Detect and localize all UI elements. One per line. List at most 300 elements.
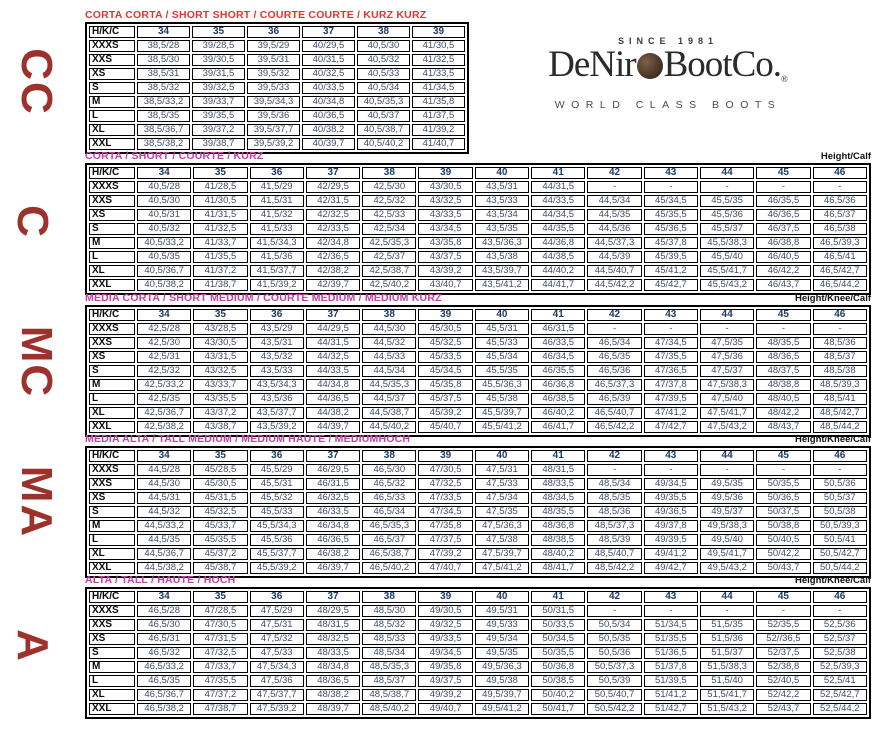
size-cell: 48/34,8 — [306, 661, 360, 673]
size-cell: 42/36,5 — [306, 251, 360, 263]
size-cell: 42/34,8 — [306, 237, 360, 249]
size-cell: 42,5/33 — [362, 209, 416, 221]
size-cell: 44/40,2 — [531, 265, 585, 277]
column-header-36: 36 — [250, 309, 304, 321]
size-cell: 47/37,2 — [193, 689, 247, 701]
size-cell: 42/33,5 — [306, 223, 360, 235]
size-cell: 46,5/39,3 — [813, 237, 867, 249]
size-cell: 40/39,7 — [302, 138, 355, 150]
size-cell: 40,5/33 — [357, 68, 410, 80]
column-header-38: 38 — [362, 167, 416, 179]
size-table-media-corta — [85, 291, 871, 437]
size-cell: 48/33,5 — [306, 647, 360, 659]
size-cell: 50/43,7 — [756, 562, 810, 574]
size-cell: 52/37,5 — [756, 647, 810, 659]
row-label: M — [89, 520, 135, 532]
size-cell: 50,5/42,2 — [587, 703, 641, 715]
size-cell: 45/36,5 — [644, 223, 698, 235]
size-cell: 44,5/33 — [362, 351, 416, 363]
column-header-46: 46 — [813, 591, 867, 603]
size-cell: 52,5/37 — [813, 633, 867, 645]
size-cell: 47,5/33 — [250, 647, 304, 659]
size-cell: 39,5/39,2 — [247, 138, 300, 150]
size-cell: 40/38,2 — [302, 124, 355, 136]
size-cell: 47/28,5 — [193, 605, 247, 617]
size-cell: 44/36,5 — [306, 393, 360, 405]
size-cell: 46,5/37,3 — [587, 379, 641, 391]
size-cell: - — [756, 464, 810, 476]
size-cell: 39/37,2 — [192, 124, 245, 136]
size-cell: 47,5/39,7 — [475, 548, 529, 560]
size-cell: 47,5/35 — [475, 506, 529, 518]
size-cell: 46,5/34 — [587, 337, 641, 349]
size-cell: 49,5/43,2 — [700, 562, 754, 574]
size-cell: 50/40,2 — [531, 689, 585, 701]
size-grid-corta — [85, 163, 871, 295]
row-label: M — [89, 237, 135, 249]
size-cell: 45,5/32 — [250, 492, 304, 504]
size-cell: 49/35,5 — [644, 492, 698, 504]
table-row-xl — [89, 689, 867, 701]
column-header-34: 34 — [137, 591, 191, 603]
size-cell: 50,5/42,7 — [813, 548, 867, 560]
size-cell: 39/32,5 — [192, 82, 245, 94]
row-label: XXS — [89, 195, 135, 207]
measure-label-media-corta: Height/Knee/Calf — [794, 293, 871, 304]
size-cell: 44/38,2 — [306, 407, 360, 419]
size-cell: 49/36,5 — [644, 506, 698, 518]
size-cell: 41/37,2 — [193, 265, 247, 277]
size-cell: 46/29,5 — [306, 464, 360, 476]
row-label: XXL — [89, 421, 135, 433]
size-cell: 49/40,7 — [418, 703, 472, 715]
size-cell: 43,5/29 — [250, 323, 304, 335]
size-cell: 46,5/33 — [362, 492, 416, 504]
size-cell: 46,5/33,2 — [137, 661, 191, 673]
size-cell: 47,5/39,2 — [250, 703, 304, 715]
size-cell: 42,5/31 — [137, 351, 191, 363]
size-cell: 44/33,5 — [531, 195, 585, 207]
size-cell: 47/35,5 — [644, 351, 698, 363]
size-cell: 41/35,5 — [193, 251, 247, 263]
column-header-41: 41 — [531, 167, 585, 179]
size-cell: 46/34,8 — [306, 520, 360, 532]
size-cell: 45,5/38 — [475, 393, 529, 405]
size-cell: 49,5/31 — [475, 605, 529, 617]
column-header-41: 41 — [531, 591, 585, 603]
size-cell: 50/36,8 — [531, 661, 585, 673]
row-label: XL — [89, 265, 135, 277]
column-header-43: 43 — [644, 591, 698, 603]
size-cell: 42,5/35,3 — [362, 237, 416, 249]
size-cell: 44/41,7 — [531, 279, 585, 291]
size-cell: 46/36,5 — [756, 209, 810, 221]
row-label: XXL — [89, 562, 135, 574]
size-grid-alta — [85, 587, 871, 719]
row-label: XS — [89, 492, 135, 504]
size-cell: 47,5/37 — [700, 365, 754, 377]
size-cell: - — [587, 181, 641, 193]
side-label-media-corta: MC — [12, 325, 61, 399]
row-label: XXXS — [89, 464, 135, 476]
size-cell: 50,5/40,7 — [587, 689, 641, 701]
size-cell: 44/32,5 — [306, 351, 360, 363]
table-row-s — [89, 82, 465, 94]
size-cell: 45/28,5 — [193, 464, 247, 476]
size-cell: 46,5/40,7 — [587, 407, 641, 419]
size-cell: 47/32,5 — [193, 647, 247, 659]
size-cell: 39/28,5 — [192, 40, 245, 52]
size-cell: 41/33,7 — [193, 237, 247, 249]
size-cell: 38,5/32 — [137, 82, 190, 94]
size-cell: 46,5/30 — [137, 619, 191, 631]
size-cell: 39/33,7 — [192, 96, 245, 108]
size-cell: 48,5/42,7 — [813, 407, 867, 419]
table-row-s — [89, 365, 867, 377]
table-row-xl — [89, 407, 867, 419]
size-cell: 45,5/33 — [250, 506, 304, 518]
size-cell: 46/35,5 — [756, 195, 810, 207]
table-row-xs — [89, 68, 465, 80]
size-cell: 44/31,5 — [531, 181, 585, 193]
size-cell: 43/34,5 — [418, 223, 472, 235]
size-cell: 48,5/35,3 — [362, 661, 416, 673]
size-cell: 40,5/30 — [357, 40, 410, 52]
corner-header: H/K/C — [89, 309, 135, 321]
column-header-42: 42 — [587, 591, 641, 603]
size-cell: - — [700, 323, 754, 335]
size-cell: 40,5/34 — [357, 82, 410, 94]
row-label: XS — [89, 209, 135, 221]
size-cell: 47,5/37,7 — [250, 689, 304, 701]
size-cell: 49/30,5 — [418, 605, 472, 617]
size-cell: 46,5/28 — [137, 605, 191, 617]
row-label: S — [89, 365, 135, 377]
column-header-45: 45 — [756, 309, 810, 321]
size-cell: 47/32,5 — [418, 478, 472, 490]
size-cell: 51,5/36 — [700, 633, 754, 645]
size-cell: 49,5/35 — [475, 647, 529, 659]
size-cell: 41,5/32 — [250, 209, 304, 221]
size-cell: 40,5/36,7 — [137, 265, 191, 277]
size-cell: 52,5/41 — [813, 675, 867, 687]
size-cell: 44,5/37,3 — [587, 237, 641, 249]
table-row-s — [89, 506, 867, 518]
logo-name-right: BootCo. — [663, 44, 781, 85]
size-cell: 42/29,5 — [306, 181, 360, 193]
row-label: XL — [89, 548, 135, 560]
size-cell: 41/35,8 — [412, 96, 465, 108]
size-cell: 48/43,7 — [756, 421, 810, 433]
size-cell: 43/35,5 — [193, 393, 247, 405]
size-cell: 43,5/36 — [250, 393, 304, 405]
row-label: XXS — [89, 619, 135, 631]
column-header-34: 34 — [137, 26, 190, 38]
size-cell: 44,5/36 — [587, 223, 641, 235]
size-cell: 44/38,5 — [531, 251, 585, 263]
column-header-38: 38 — [357, 26, 410, 38]
size-cell: 43,5/31 — [250, 337, 304, 349]
size-cell: 52/40,5 — [756, 675, 810, 687]
logo-tagline: WORLD CLASS BOOTS — [554, 99, 782, 111]
column-header-46: 46 — [813, 450, 867, 462]
column-header-40: 40 — [475, 309, 529, 321]
size-cell: 41/31,5 — [193, 209, 247, 221]
size-cell: 40,5/32 — [137, 223, 191, 235]
column-header-34: 34 — [137, 450, 191, 462]
column-header-43: 43 — [644, 167, 698, 179]
size-cell: 45/35,5 — [644, 209, 698, 221]
size-cell: 47,5/41,7 — [700, 407, 754, 419]
size-cell: 48,5/36 — [813, 337, 867, 349]
size-cell: 47/42,7 — [644, 421, 698, 433]
column-header-42: 42 — [587, 167, 641, 179]
size-cell: 49/34,5 — [644, 478, 698, 490]
size-cell: 48,5/38 — [813, 365, 867, 377]
size-cell: - — [756, 181, 810, 193]
size-cell: 46/31,5 — [306, 478, 360, 490]
size-cell: 43,5/33 — [250, 365, 304, 377]
size-cell: - — [813, 181, 867, 193]
column-header-36: 36 — [250, 450, 304, 462]
size-cell: - — [587, 464, 641, 476]
row-label: XXL — [89, 703, 135, 715]
column-header-34: 34 — [137, 309, 191, 321]
size-cell: 46,5/30 — [362, 464, 416, 476]
column-header-35: 35 — [192, 26, 245, 38]
size-cell: 45/37,2 — [193, 548, 247, 560]
size-cell: 47,5/38,3 — [700, 379, 754, 391]
size-cell: 46,5/38 — [813, 223, 867, 235]
size-cell: 51,5/43,2 — [700, 703, 754, 715]
size-cell: 47,5/31 — [475, 464, 529, 476]
size-cell: 47/41,2 — [644, 407, 698, 419]
size-cell: 46/36,5 — [306, 534, 360, 546]
table-row-l — [89, 534, 867, 546]
size-cell: 49/37,5 — [418, 675, 472, 687]
measure-label-corta: Height/Calf — [820, 151, 871, 162]
size-cell: 49,5/35 — [700, 478, 754, 490]
size-cell: 40,5/32 — [357, 54, 410, 66]
size-cell: 41/33,5 — [412, 68, 465, 80]
size-cell: 42,5/38,7 — [362, 265, 416, 277]
size-cell: 48,5/33 — [362, 633, 416, 645]
size-cell: 46/39,7 — [306, 562, 360, 574]
column-header-37: 37 — [306, 450, 360, 462]
size-cell: 50,5/36 — [587, 647, 641, 659]
table-row-xl — [89, 124, 465, 136]
table-row-xxxs — [89, 605, 867, 617]
row-label: M — [89, 379, 135, 391]
size-cell: 45,5/36,3 — [475, 379, 529, 391]
column-header-38: 38 — [362, 309, 416, 321]
size-cell: 46,5/36,7 — [137, 689, 191, 701]
size-cell: 51/42,7 — [644, 703, 698, 715]
size-cell: 46,5/42,2 — [587, 421, 641, 433]
size-cell: 49,5/38 — [475, 675, 529, 687]
size-cell: 39,5/36 — [247, 110, 300, 122]
size-cell: 47,5/38 — [475, 534, 529, 546]
size-cell: 45/30,5 — [418, 323, 472, 335]
size-cell: 46/31,5 — [531, 323, 585, 335]
size-cell: 49/39,2 — [418, 689, 472, 701]
size-cell: - — [813, 464, 867, 476]
size-cell: 46,5/42,7 — [813, 265, 867, 277]
size-cell: 41/38,7 — [193, 279, 247, 291]
size-cell: 45/34,5 — [644, 195, 698, 207]
table-row-xxs — [89, 54, 465, 66]
column-header-34: 34 — [137, 167, 191, 179]
size-cell: 49/32,5 — [418, 619, 472, 631]
size-cell: 45/37,8 — [644, 237, 698, 249]
size-cell: 45,5/33 — [475, 337, 529, 349]
size-cell: 50/38,5 — [531, 675, 585, 687]
table-row-xl — [89, 548, 867, 560]
size-cell: 52/38,8 — [756, 661, 810, 673]
size-cell: 40,5/38,2 — [137, 279, 191, 291]
side-label-alta: A — [8, 629, 57, 663]
size-cell: 44,5/31 — [137, 492, 191, 504]
size-cell: 39,5/37,7 — [247, 124, 300, 136]
size-cell: 43/35,8 — [418, 237, 472, 249]
size-cell: 46/42,2 — [756, 265, 810, 277]
corner-header: H/K/C — [89, 167, 135, 179]
size-cell: 45/42,7 — [644, 279, 698, 291]
row-label: M — [89, 661, 135, 673]
size-cell: 45/39,2 — [418, 407, 472, 419]
size-cell: 40/29,5 — [302, 40, 355, 52]
table-row-l — [89, 675, 867, 687]
size-cell: 38,5/36,7 — [137, 124, 190, 136]
table-row-xs — [89, 492, 867, 504]
size-cell: 48/36,5 — [756, 351, 810, 363]
size-cell: 45,5/31 — [475, 323, 529, 335]
size-cell: 45,5/40 — [700, 251, 754, 263]
table-row-xs — [89, 351, 867, 363]
column-header-35: 35 — [193, 167, 247, 179]
size-cell: 48/35,5 — [756, 337, 810, 349]
table-row-l — [89, 251, 867, 263]
size-cell: 46,5/36 — [813, 195, 867, 207]
size-cell: 45,5/29 — [250, 464, 304, 476]
size-cell: 49,5/33 — [475, 619, 529, 631]
column-header-35: 35 — [193, 450, 247, 462]
column-header-38: 38 — [362, 450, 416, 462]
size-cell: 39,5/29 — [247, 40, 300, 52]
size-cell: 46/41,7 — [531, 421, 585, 433]
size-cell: - — [756, 323, 810, 335]
column-header-38: 38 — [362, 591, 416, 603]
size-cell: 39,5/32 — [247, 68, 300, 80]
size-cell: 41,5/39,2 — [250, 279, 304, 291]
row-label: XXXS — [89, 323, 135, 335]
size-cell: 47/35,5 — [193, 675, 247, 687]
row-label: XS — [89, 68, 135, 80]
size-cell: 50,5/39,3 — [813, 520, 867, 532]
size-table-alta — [85, 573, 871, 719]
size-cell: 46/38,2 — [306, 548, 360, 560]
size-cell: 43,5/38 — [475, 251, 529, 263]
size-cell: 45/32,5 — [418, 337, 472, 349]
size-cell: 41/30,5 — [412, 40, 465, 52]
size-cell: 46/43,7 — [756, 279, 810, 291]
size-cell: 47/34,5 — [418, 506, 472, 518]
size-cell: 49/39,5 — [644, 534, 698, 546]
size-cell: 46,5/32 — [137, 647, 191, 659]
size-cell: 43,5/31 — [475, 181, 529, 193]
size-cell: 42,5/30 — [137, 337, 191, 349]
size-cell: 41/37,5 — [412, 110, 465, 122]
column-header-44: 44 — [700, 450, 754, 462]
column-header-43: 43 — [644, 450, 698, 462]
size-cell: 45,5/31 — [250, 478, 304, 490]
size-cell: 46/40,5 — [756, 251, 810, 263]
size-cell: 48/42,2 — [756, 407, 810, 419]
size-cell: 46/40,2 — [531, 407, 585, 419]
size-cell: 47/30,5 — [193, 619, 247, 631]
column-header-44: 44 — [700, 309, 754, 321]
size-cell: 46,5/39 — [587, 393, 641, 405]
size-cell: 48,5/34 — [362, 647, 416, 659]
size-cell: 44/35,5 — [531, 223, 585, 235]
size-cell: 50/41,7 — [531, 703, 585, 715]
size-cell: 45,5/41,2 — [475, 421, 529, 433]
header-row — [89, 309, 867, 321]
column-header-39: 39 — [418, 591, 472, 603]
column-header-35: 35 — [193, 309, 247, 321]
size-grid-media-corta — [85, 305, 871, 437]
size-cell: 41,5/37,7 — [250, 265, 304, 277]
size-cell: 49/41,2 — [644, 548, 698, 560]
row-label: S — [89, 223, 135, 235]
size-cell: 48/40,2 — [531, 548, 585, 560]
size-cell: 42,5/36,7 — [137, 407, 191, 419]
header-row — [89, 167, 867, 179]
row-label: L — [89, 251, 135, 263]
column-header-40: 40 — [475, 450, 529, 462]
size-cell: 50,5/35 — [587, 633, 641, 645]
size-cell: 46,5/38,7 — [362, 548, 416, 560]
size-cell: 45,5/35 — [700, 195, 754, 207]
size-cell: 47,5/31 — [250, 619, 304, 631]
column-header-36: 36 — [250, 167, 304, 179]
size-cell: 45,5/41,7 — [700, 265, 754, 277]
size-cell: 51,5/41,7 — [700, 689, 754, 701]
size-cell: 46,5/37 — [362, 534, 416, 546]
registered-mark: ® — [781, 74, 788, 84]
row-label: XL — [89, 407, 135, 419]
size-cell: 43,5/34 — [475, 209, 529, 221]
size-cell: 41/28,5 — [193, 181, 247, 193]
table-row-m — [89, 520, 867, 532]
size-cell: 45/38,7 — [193, 562, 247, 574]
size-cell: 49/34,5 — [418, 647, 472, 659]
table-row-xxxs — [89, 323, 867, 335]
corner-header: H/K/C — [89, 450, 135, 462]
size-cell: 40,5/33,2 — [137, 237, 191, 249]
size-cell: 40,5/30 — [137, 195, 191, 207]
size-cell: 43/33,5 — [418, 209, 472, 221]
corner-header: H/K/C — [89, 591, 135, 603]
header-row — [89, 26, 465, 38]
size-cell: 50,5/37 — [813, 492, 867, 504]
size-cell: 42/39,7 — [306, 279, 360, 291]
table-row-xxl — [89, 703, 867, 715]
size-cell: - — [644, 323, 698, 335]
table-row-m — [89, 661, 867, 673]
size-cell: 46/33,5 — [306, 506, 360, 518]
size-cell: 47,5/33 — [475, 478, 529, 490]
